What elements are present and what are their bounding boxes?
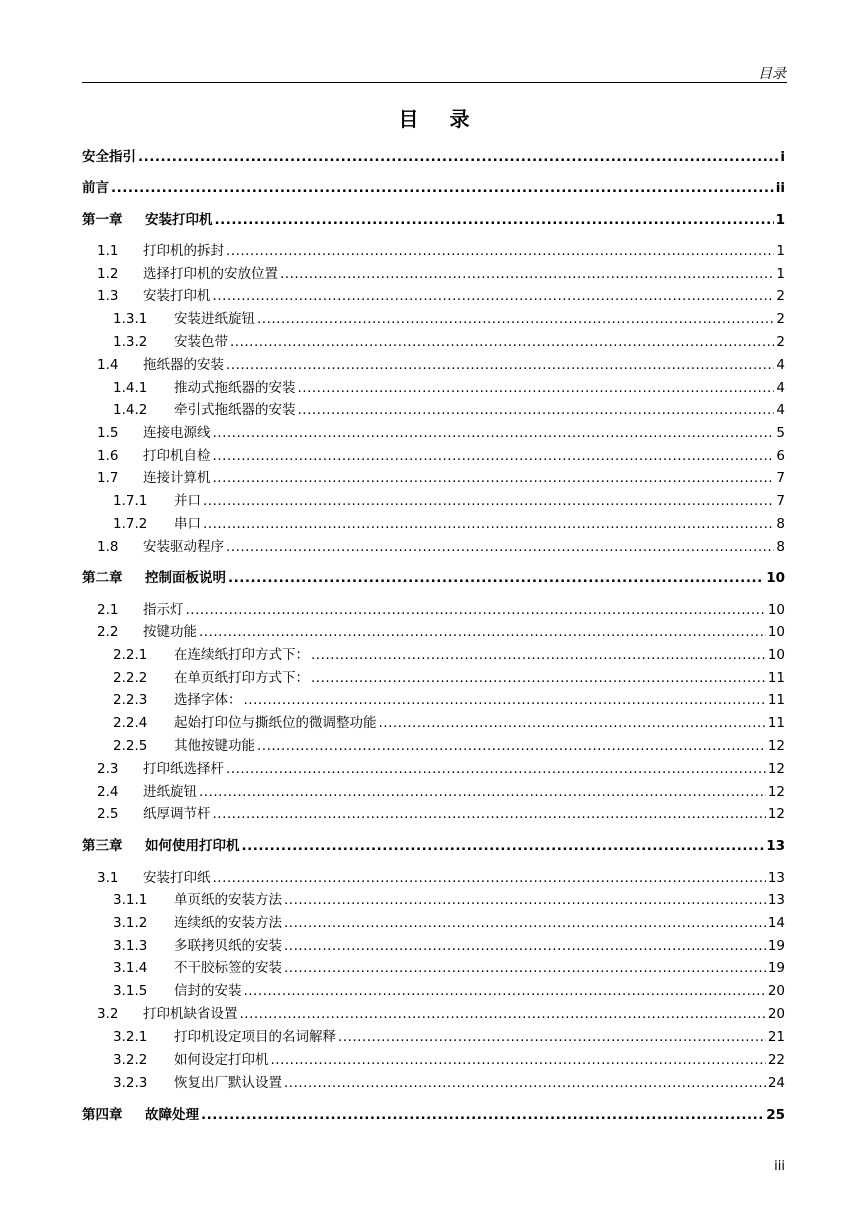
dot-leader: [284, 958, 766, 978]
toc-entry[interactable]: [82, 690, 785, 710]
toc-entry-page: 10: [767, 647, 785, 663]
toc-entry[interactable]: [82, 890, 785, 910]
toc-entry-label: 打印机缺省设置: [143, 1006, 238, 1022]
toc-entry[interactable]: [82, 446, 785, 466]
toc-entry-page: 11: [767, 715, 785, 731]
toc-entry-label: 如何设定打印机: [174, 1052, 269, 1068]
toc-entry-label: 打印机的拆封: [143, 243, 224, 259]
toc-entry-page: 10: [767, 602, 785, 618]
toc-entry-label: 进纸旋钮: [143, 784, 197, 800]
toc-entry-label: 安装打印纸: [143, 870, 211, 886]
toc-entry-page: 4: [776, 402, 785, 418]
toc-entry-number: 1.4: [97, 357, 119, 373]
toc-entry-page: ii: [775, 180, 785, 196]
toc-entry-page: 10: [766, 570, 785, 586]
toc-entry-page: 19: [767, 938, 785, 954]
toc-entry-label: 起始打印位与撕纸位的微调整功能: [174, 715, 377, 731]
toc-entry-number: 1.7.1: [113, 493, 148, 509]
toc-entry-label: 拖纸器的安装: [143, 357, 224, 373]
dot-leader: [213, 868, 766, 888]
toc-entry-page: 12: [767, 738, 785, 754]
toc-entry-label: 按键功能: [143, 624, 197, 640]
dot-leader: [228, 568, 764, 588]
toc-entry-number: 2.2.3: [113, 692, 148, 708]
toc-entry-page: 4: [776, 357, 785, 373]
dot-leader: [226, 537, 774, 557]
toc-entry[interactable]: [82, 378, 785, 398]
toc-entry[interactable]: [82, 668, 785, 688]
toc-entry[interactable]: [82, 210, 785, 230]
dot-leader: [203, 491, 774, 511]
toc-entry-label: 打印机自检: [143, 448, 211, 464]
toc-entry-label: 串口: [174, 516, 201, 532]
dot-leader: [257, 309, 774, 329]
toc-entry[interactable]: [82, 868, 785, 888]
toc-entry-number: 2.2.2: [113, 670, 148, 686]
toc-entry-label: 控制面板说明: [145, 570, 226, 586]
toc-entry-number: 第三章: [82, 838, 123, 854]
toc-entry-number: 1.3.1: [113, 311, 148, 327]
toc-entry[interactable]: [82, 423, 785, 443]
toc-entry[interactable]: [82, 264, 785, 284]
toc-entry-number: 2.3: [97, 761, 119, 777]
toc-entry-number: 1.4.1: [113, 380, 148, 396]
toc-entry-number: 1.7.2: [113, 516, 148, 532]
toc-entry-label: 打印纸选择杆: [143, 761, 224, 777]
toc-entry-page: 4: [776, 380, 785, 396]
dot-leader: [284, 1073, 766, 1093]
page-title: 目 录: [398, 107, 482, 131]
dot-leader: [311, 645, 766, 665]
toc-entry-label: 如何使用打印机: [145, 838, 240, 854]
dot-leader: [244, 690, 766, 710]
toc-entry[interactable]: [82, 1073, 785, 1093]
toc-entry[interactable]: [82, 286, 785, 306]
toc-entry[interactable]: [82, 332, 785, 352]
toc-entry-number: 3.1.3: [113, 938, 148, 954]
toc-entry-page: 13: [767, 892, 785, 908]
toc-entry-label: 安装打印机: [143, 288, 211, 304]
toc-entry-number: 2.1: [97, 602, 119, 618]
toc-entry-page: 6: [776, 448, 785, 464]
toc-entry-number: 2.5: [97, 806, 119, 822]
toc-entry-number: 3.1.2: [113, 915, 148, 931]
toc-entry-page: 20: [767, 1006, 785, 1022]
toc-entry[interactable]: [82, 1050, 785, 1070]
header-rule: [82, 82, 787, 83]
toc-entry[interactable]: [82, 836, 785, 856]
toc-entry-page: 11: [767, 670, 785, 686]
toc-entry-number: 1.4.2: [113, 402, 148, 418]
toc-entry[interactable]: [82, 355, 785, 375]
toc-entry[interactable]: [82, 645, 785, 665]
toc-entry[interactable]: [82, 622, 785, 642]
dot-leader: [230, 332, 774, 352]
toc-entry-page: 13: [766, 838, 785, 854]
toc-entry-number: 2.2: [97, 624, 119, 640]
dot-leader: [244, 981, 766, 1001]
dot-leader: [298, 378, 775, 398]
running-header: 目录: [758, 66, 786, 82]
dot-leader: [213, 446, 775, 466]
dot-leader: [111, 178, 774, 198]
toc-entry-label: 安装色带: [174, 334, 228, 350]
toc-entry[interactable]: [82, 981, 785, 1001]
toc-entry[interactable]: [82, 736, 785, 756]
toc-entry[interactable]: [82, 759, 785, 779]
toc-entry-page: 2: [776, 288, 785, 304]
toc-entry[interactable]: [82, 400, 785, 420]
toc-entry-label: 恢复出厂默认设置: [174, 1075, 282, 1091]
toc-entry-page: 14: [767, 915, 785, 931]
toc-entry-label: 其他按键功能: [174, 738, 255, 754]
toc-entry-label: 信封的安装: [174, 983, 242, 999]
dot-leader: [284, 936, 766, 956]
toc-entry[interactable]: [82, 782, 785, 802]
toc-entry[interactable]: [82, 804, 785, 824]
toc-entry-label: 单页纸的安装方法: [174, 892, 282, 908]
toc-entry-page: 1: [775, 212, 785, 228]
toc-entry-page: 2: [776, 334, 785, 350]
toc-entry-label: 打印机设定项目的名词解释: [174, 1029, 336, 1045]
toc-entry-label: 故障处理: [145, 1107, 199, 1123]
dot-leader: [298, 400, 775, 420]
dot-leader: [213, 286, 775, 306]
toc-entry-number: 3.1.4: [113, 960, 148, 976]
toc-entry-page: i: [780, 149, 785, 165]
toc-entry[interactable]: [82, 491, 785, 511]
toc-entry-page: 5: [776, 425, 785, 441]
toc-entry-number: 1.8: [97, 539, 119, 555]
toc-entry[interactable]: [82, 309, 785, 329]
toc-entry[interactable]: [82, 178, 785, 198]
toc-entry-number: 1.7: [97, 470, 119, 486]
toc-entry-number: 2.2.4: [113, 715, 148, 731]
toc-entry-page: 12: [767, 761, 785, 777]
toc-entry-page: 12: [767, 784, 785, 800]
dot-leader: [271, 1050, 766, 1070]
toc-entry-label: 安装打印机: [145, 212, 213, 228]
toc-entry-label: 选择打印机的安放位置: [143, 266, 278, 282]
toc-entry-label: 安装驱动程序: [143, 539, 224, 555]
toc-entry-page: 2: [776, 311, 785, 327]
dot-leader: [226, 759, 766, 779]
dot-leader: [280, 264, 774, 284]
dot-leader: [199, 622, 766, 642]
toc-entry-number: 3.2.1: [113, 1029, 148, 1045]
toc-entry[interactable]: [82, 514, 785, 534]
toc-entry-number: 1.3.2: [113, 334, 148, 350]
toc-entry-number: 1.3: [97, 288, 119, 304]
toc-entry-page: 1: [776, 243, 785, 259]
toc-entry[interactable]: [82, 913, 785, 933]
toc-entry[interactable]: [82, 568, 785, 588]
dot-leader: [338, 1027, 766, 1047]
dot-leader: [138, 147, 778, 167]
toc-entry-label: 安全指引: [82, 149, 136, 165]
toc-entry-number: 2.2.1: [113, 647, 148, 663]
toc-entry-number: 第四章: [82, 1107, 123, 1123]
dot-leader: [186, 600, 766, 620]
toc-entry-number: 3.1: [97, 870, 119, 886]
toc-entry-number: 3.1.1: [113, 892, 148, 908]
toc-entry-page: 19: [767, 960, 785, 976]
toc-entry[interactable]: [82, 1027, 785, 1047]
toc-entry-number: 3.2: [97, 1006, 119, 1022]
toc-entry[interactable]: [82, 600, 785, 620]
toc-entry-label: 并口: [174, 493, 201, 509]
toc-entry-number: 3.1.5: [113, 983, 148, 999]
toc-entry-number: 1.5: [97, 425, 119, 441]
toc-entry-label: 牵引式拖纸器的安装: [174, 402, 296, 418]
dot-leader: [379, 713, 766, 733]
dot-leader: [215, 210, 774, 230]
toc-entry-number: 1.6: [97, 448, 119, 464]
toc-entry-page: 21: [767, 1029, 785, 1045]
toc-entry-number: 2.4: [97, 784, 119, 800]
dot-leader: [213, 804, 766, 824]
dot-leader: [213, 423, 775, 443]
toc-entry[interactable]: [82, 936, 785, 956]
toc-entry-number: 1.2: [97, 266, 119, 282]
toc-entry[interactable]: [82, 1004, 785, 1024]
dot-leader: [257, 736, 766, 756]
toc-entry-label: 选择字体：: [174, 692, 242, 708]
toc-entry-label: 在连续纸打印方式下：: [174, 647, 309, 663]
toc-entry-number: 第一章: [82, 212, 123, 228]
toc-entry-label: 推动式拖纸器的安装: [174, 380, 296, 396]
toc-entry-label: 连续纸的安装方法: [174, 915, 282, 931]
toc-entry-number: 3.2.3: [113, 1075, 148, 1091]
dot-leader: [284, 913, 766, 933]
toc-entry-page: 20: [767, 983, 785, 999]
dot-leader: [213, 468, 775, 488]
toc-entry[interactable]: [82, 1105, 785, 1125]
toc-entry-page: 8: [776, 516, 785, 532]
toc-entry-label: 安装进纸旋钮: [174, 311, 255, 327]
toc-entry-page: 7: [776, 493, 785, 509]
dot-leader: [226, 355, 774, 375]
toc-entry-page: 24: [767, 1075, 785, 1091]
toc-entry-label: 多联拷贝纸的安装: [174, 938, 282, 954]
toc-entry[interactable]: [82, 147, 785, 167]
toc-entry-label: 在单页纸打印方式下：: [174, 670, 309, 686]
toc-entry-page: 1: [776, 266, 785, 282]
dot-leader: [199, 782, 766, 802]
toc-entry-number: 第二章: [82, 570, 123, 586]
toc-entry-page: 25: [766, 1107, 785, 1123]
toc-entry-number: 2.2.5: [113, 738, 148, 754]
dot-leader: [201, 1105, 764, 1125]
toc-entry[interactable]: [82, 713, 785, 733]
toc-entry-label: 纸厚调节杆: [143, 806, 211, 822]
dot-leader: [284, 890, 766, 910]
toc-entry-number: 1.1: [97, 243, 119, 259]
toc-entry-page: 22: [767, 1052, 785, 1068]
dot-leader: [311, 668, 766, 688]
toc-entry-label: 前言: [82, 180, 109, 196]
toc-entry-page: 10: [767, 624, 785, 640]
toc-entry-page: 7: [776, 470, 785, 486]
toc-entry-label: 指示灯: [143, 602, 184, 618]
toc-entry-label: 连接电源线: [143, 425, 211, 441]
toc-entry[interactable]: [82, 241, 785, 261]
dot-leader: [226, 241, 774, 261]
toc-entry-page: 13: [767, 870, 785, 886]
dot-leader: [203, 514, 774, 534]
footer-page-number: iii: [774, 1159, 785, 1174]
toc-entry-page: 8: [776, 539, 785, 555]
toc-entry-label: 连接计算机: [143, 470, 211, 486]
dot-leader: [240, 1004, 766, 1024]
toc-entry-page: 11: [767, 692, 785, 708]
toc-entry[interactable]: [82, 468, 785, 488]
toc-entry-page: 12: [767, 806, 785, 822]
toc-entry-number: 3.2.2: [113, 1052, 148, 1068]
toc-entry[interactable]: [82, 958, 785, 978]
toc-entry-label: 不干胶标签的安装: [174, 960, 282, 976]
toc-entry[interactable]: [82, 537, 785, 557]
dot-leader: [242, 836, 765, 856]
